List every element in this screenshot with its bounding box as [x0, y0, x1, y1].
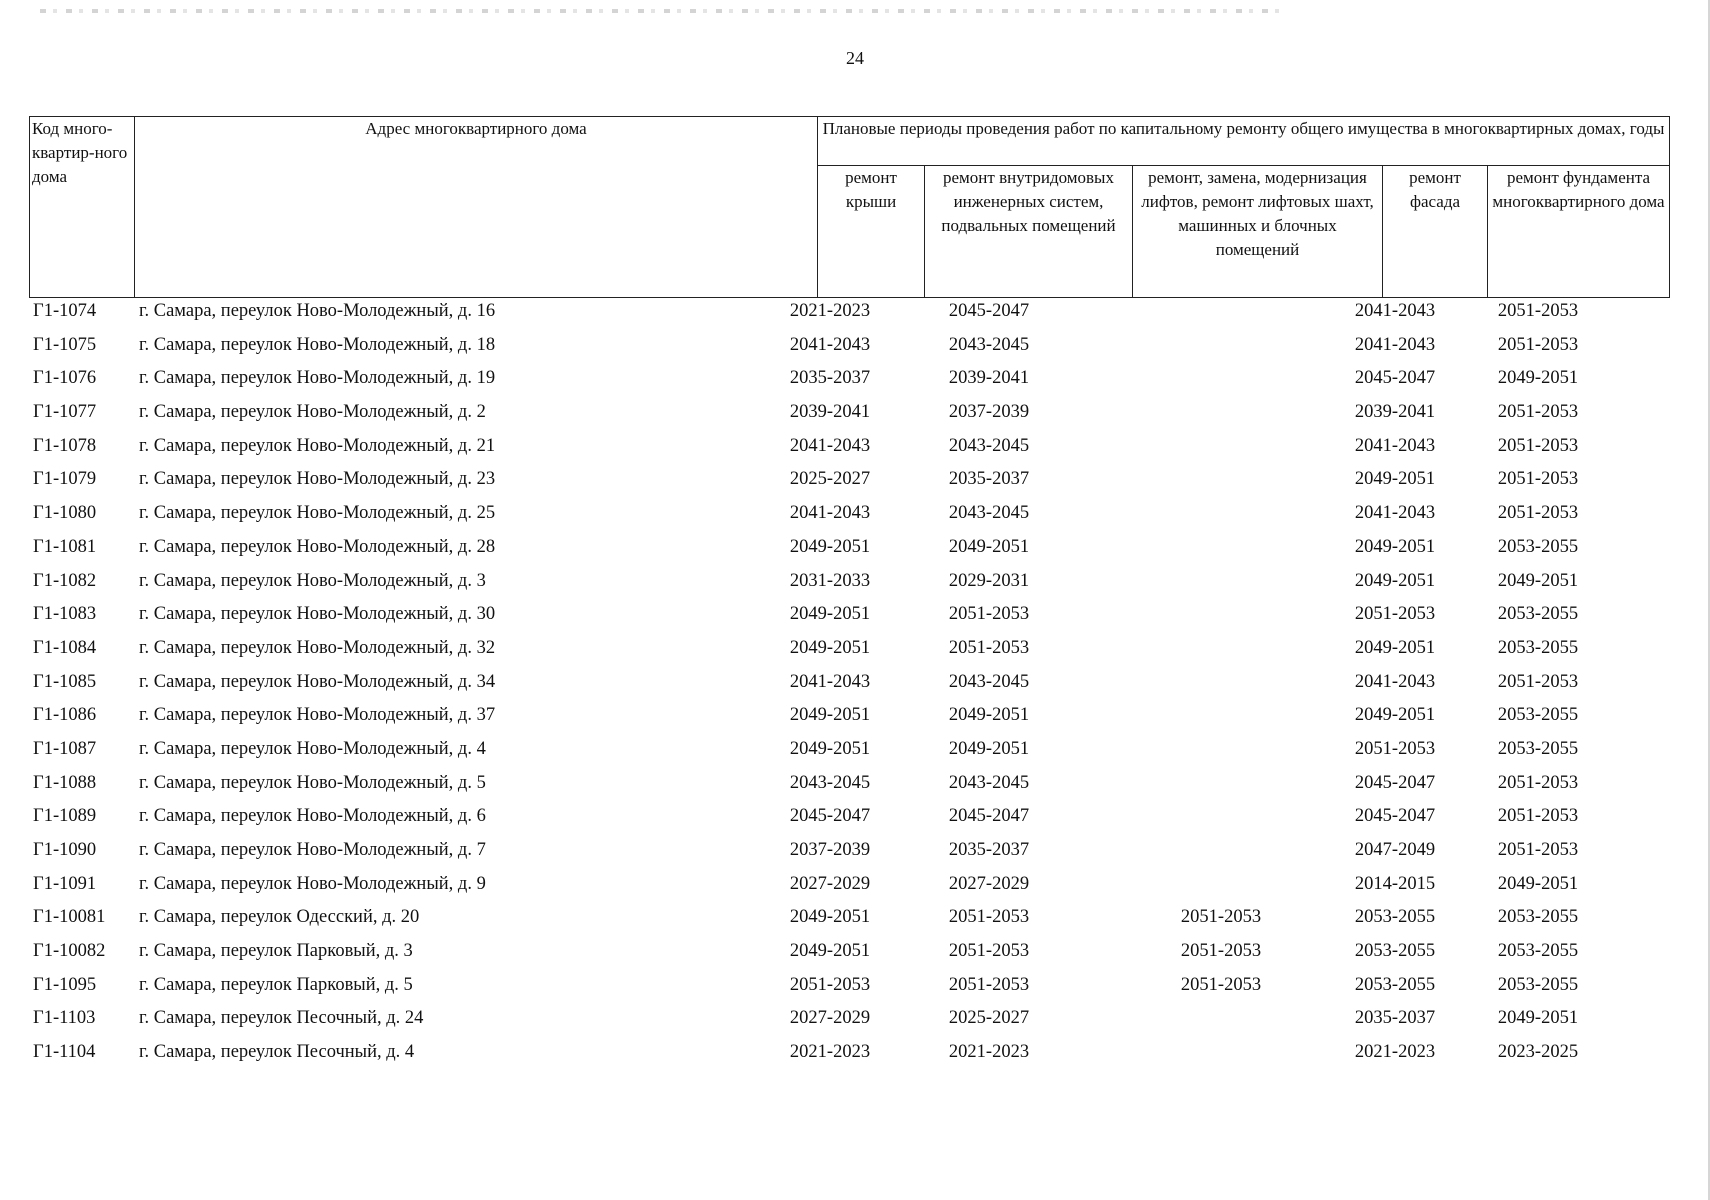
- cell-engineering: 2027-2029: [948, 873, 1030, 894]
- cell-address: г. Самара, переулок Ново-Молодежный, д. 2: [139, 402, 486, 423]
- cell-code: Г1-1090: [33, 840, 97, 860]
- cell-lifts: 2051-2053: [1180, 974, 1262, 995]
- cell-facade: 2053-2055: [1354, 907, 1436, 928]
- cell-code: Г1-1081: [33, 536, 97, 557]
- cell-facade: 2045-2047: [1354, 368, 1436, 389]
- cell-engineering: 2049-2051: [948, 536, 1030, 557]
- cell-code: Г1-1074: [33, 301, 97, 321]
- cell-roof: 2021-2023: [789, 301, 871, 321]
- cell-foundation: 2053-2055: [1497, 941, 1579, 962]
- cell-roof: 2049-2051: [789, 637, 871, 658]
- scan-artifact-top: [40, 9, 1280, 13]
- header-address: Адрес многоквартирного дома: [135, 117, 818, 298]
- table-row: [0, 972, 1710, 1006]
- cell-engineering: 2051-2053: [948, 941, 1030, 962]
- cell-facade: 2035-2037: [1354, 1008, 1436, 1029]
- cell-facade: 2021-2023: [1354, 1042, 1436, 1063]
- table-row: [0, 332, 1710, 366]
- cell-engineering: 2049-2051: [948, 738, 1030, 759]
- header-engineering: ремонт внутридомовых инженерных систем, подвальных помещений: [925, 166, 1133, 298]
- cell-facade: 2049-2051: [1354, 637, 1436, 658]
- cell-code: Г1-1095: [33, 974, 97, 995]
- header-code: Код много-квартир-ного дома: [30, 117, 135, 298]
- cell-roof: 2045-2047: [789, 806, 871, 827]
- cell-engineering: 2035-2037: [948, 469, 1030, 490]
- cell-code: Г1-1082: [33, 570, 97, 591]
- cell-foundation: 2053-2055: [1497, 637, 1579, 658]
- page-number: 24: [846, 48, 864, 68]
- cell-address: г. Самара, переулок Ново-Молодежный, д. 3: [139, 570, 486, 591]
- cell-address: г. Самара, переулок Ново-Молодежный, д. 4: [139, 738, 486, 759]
- cell-code: Г1-1087: [33, 738, 97, 759]
- cell-roof: 2027-2029: [789, 1008, 871, 1029]
- table-row: [0, 1039, 1710, 1073]
- cell-address: г. Самара, переулок Ново-Молодежный, д. 5: [139, 772, 486, 793]
- cell-engineering: 2045-2047: [948, 301, 1030, 321]
- cell-foundation: 2053-2055: [1497, 604, 1579, 625]
- cell-roof: 2049-2051: [789, 738, 871, 759]
- cell-facade: 2045-2047: [1354, 772, 1436, 793]
- cell-engineering: 2051-2053: [948, 637, 1030, 658]
- table-row: [0, 736, 1710, 770]
- cell-engineering: 2051-2053: [948, 604, 1030, 625]
- cell-engineering: 2029-2031: [948, 570, 1030, 591]
- cell-code: Г1-1086: [33, 705, 97, 726]
- table-row: [0, 837, 1710, 871]
- cell-code: Г1-1104: [33, 1042, 96, 1063]
- cell-foundation: 2051-2053: [1497, 402, 1579, 423]
- table-row: [0, 803, 1710, 837]
- cell-engineering: 2039-2041: [948, 368, 1030, 389]
- table-row: [0, 702, 1710, 736]
- cell-address: г. Самара, переулок Ново-Молодежный, д. 34: [139, 671, 496, 692]
- table-row: [0, 635, 1710, 669]
- cell-facade: 2041-2043: [1354, 671, 1436, 692]
- table-row: [0, 669, 1710, 703]
- table-row: [0, 1005, 1710, 1039]
- cell-roof: 2051-2053: [789, 974, 871, 995]
- cell-foundation: 2049-2051: [1497, 368, 1579, 389]
- cell-address: г. Самара, переулок Песочный, д. 24: [139, 1008, 424, 1029]
- header-periods-group: Плановые периоды проведения работ по капитальному ремонту общего имущества в многоквартирных домах, годы: [818, 117, 1670, 166]
- cell-foundation: 2049-2051: [1497, 1008, 1579, 1029]
- cell-facade: 2047-2049: [1354, 840, 1436, 860]
- cell-engineering: 2035-2037: [948, 840, 1030, 860]
- cell-facade: 2049-2051: [1354, 469, 1436, 490]
- cell-foundation: 2053-2055: [1497, 738, 1579, 759]
- cell-code: Г1-1080: [33, 503, 97, 524]
- cell-engineering: 2037-2039: [948, 402, 1030, 423]
- cell-roof: 2027-2029: [789, 873, 871, 894]
- table-row: [0, 298, 1710, 332]
- cell-address: г. Самара, переулок Ново-Молодежный, д. 25: [139, 503, 496, 524]
- table-body: [0, 298, 1710, 1073]
- cell-engineering: 2043-2045: [948, 334, 1030, 355]
- table-row: [0, 938, 1710, 972]
- table-row: [0, 399, 1710, 433]
- cell-foundation: 2051-2053: [1497, 469, 1579, 490]
- cell-facade: 2049-2051: [1354, 536, 1436, 557]
- cell-roof: 2025-2027: [789, 469, 871, 490]
- cell-roof: 2041-2043: [789, 503, 871, 524]
- cell-address: г. Самара, переулок Одесский, д. 20: [139, 907, 420, 928]
- cell-facade: 2053-2055: [1354, 974, 1436, 995]
- cell-roof: 2049-2051: [789, 604, 871, 625]
- cell-facade: 2014-2015: [1354, 873, 1436, 894]
- cell-engineering: 2043-2045: [948, 671, 1030, 692]
- table-row: [0, 904, 1710, 938]
- cell-facade: 2049-2051: [1354, 705, 1436, 726]
- header-lifts: ремонт, замена, модернизация лифтов, ремонт лифтовых шахт, машинных и блочных помещений: [1133, 166, 1383, 298]
- cell-address: г. Самара, переулок Ново-Молодежный, д. 18: [139, 334, 496, 355]
- cell-foundation: 2051-2053: [1497, 840, 1579, 860]
- cell-engineering: 2049-2051: [948, 705, 1030, 726]
- cell-address: г. Самара, переулок Ново-Молодежный, д. 19: [139, 368, 496, 389]
- cell-foundation: 2051-2053: [1497, 772, 1579, 793]
- cell-engineering: 2021-2023: [948, 1042, 1030, 1063]
- cell-address: г. Самара, переулок Парковый, д. 3: [139, 941, 413, 962]
- table-header: [29, 116, 1670, 298]
- cell-facade: 2041-2043: [1354, 334, 1436, 355]
- cell-foundation: 2053-2055: [1497, 974, 1579, 995]
- cell-facade: 2041-2043: [1354, 301, 1436, 321]
- cell-code: Г1-1076: [33, 368, 97, 389]
- cell-foundation: 2051-2053: [1497, 806, 1579, 827]
- cell-facade: 2039-2041: [1354, 402, 1436, 423]
- cell-roof: 2041-2043: [789, 435, 871, 456]
- cell-engineering: 2051-2053: [948, 974, 1030, 995]
- cell-code: Г1-1103: [33, 1008, 96, 1029]
- cell-address: г. Самара, переулок Ново-Молодежный, д. 32: [139, 637, 496, 658]
- cell-foundation: 2053-2055: [1497, 907, 1579, 928]
- cell-roof: 2043-2045: [789, 772, 871, 793]
- cell-roof: 2021-2023: [789, 1042, 871, 1063]
- cell-foundation: 2053-2055: [1497, 536, 1579, 557]
- cell-facade: 2053-2055: [1354, 941, 1436, 962]
- cell-engineering: 2043-2045: [948, 503, 1030, 524]
- cell-foundation: 2023-2025: [1497, 1042, 1579, 1063]
- cell-code: Г1-1084: [33, 637, 97, 658]
- table-row: [0, 433, 1710, 467]
- cell-foundation: 2051-2053: [1497, 503, 1579, 524]
- cell-address: г. Самара, переулок Ново-Молодежный, д. 9: [139, 873, 486, 894]
- table-row: [0, 466, 1710, 500]
- cell-code: Г1-1083: [33, 604, 97, 625]
- cell-roof: 2041-2043: [789, 671, 871, 692]
- cell-address: г. Самара, переулок Песочный, д. 4: [139, 1042, 415, 1063]
- cell-foundation: 2051-2053: [1497, 671, 1579, 692]
- cell-roof: 2041-2043: [789, 334, 871, 355]
- cell-roof: 2037-2039: [789, 840, 871, 860]
- table-row: [0, 601, 1710, 635]
- cell-facade: 2051-2053: [1354, 604, 1436, 625]
- cell-roof: 2035-2037: [789, 368, 871, 389]
- cell-code: Г1-1075: [33, 334, 97, 355]
- cell-lifts: 2051-2053: [1180, 941, 1262, 962]
- cell-address: г. Самара, переулок Ново-Молодежный, д. 30: [139, 604, 496, 625]
- cell-roof: 2049-2051: [789, 705, 871, 726]
- cell-facade: 2051-2053: [1354, 738, 1436, 759]
- cell-code: Г1-1078: [33, 435, 97, 456]
- cell-roof: 2039-2041: [789, 402, 871, 423]
- cell-foundation: 2051-2053: [1497, 435, 1579, 456]
- cell-facade: 2049-2051: [1354, 570, 1436, 591]
- cell-engineering: 2043-2045: [948, 435, 1030, 456]
- cell-address: г. Самара, переулок Ново-Молодежный, д. 16: [139, 301, 496, 321]
- cell-code: Г1-1085: [33, 671, 97, 692]
- cell-address: г. Самара, переулок Ново-Молодежный, д. 6: [139, 806, 486, 827]
- cell-code: Г1-1088: [33, 772, 97, 793]
- table-row: [0, 365, 1710, 399]
- table-row: [0, 770, 1710, 804]
- cell-foundation: 2051-2053: [1497, 301, 1579, 321]
- cell-facade: 2041-2043: [1354, 435, 1436, 456]
- header-foundation: ремонт фундамента многоквартирного дома: [1488, 166, 1670, 298]
- cell-engineering: 2051-2053: [948, 907, 1030, 928]
- cell-code: Г1-1077: [33, 402, 97, 423]
- cell-foundation: 2049-2051: [1497, 873, 1579, 894]
- cell-code: Г1-1091: [33, 873, 97, 894]
- cell-address: г. Самара, переулок Ново-Молодежный, д. 37: [139, 705, 496, 726]
- cell-code: Г1-1079: [33, 469, 97, 490]
- cell-address: г. Самара, переулок Ново-Молодежный, д. 7: [139, 840, 486, 860]
- cell-engineering: 2025-2027: [948, 1008, 1030, 1029]
- cell-code: Г1-1089: [33, 806, 97, 827]
- cell-code: Г1-10081: [33, 907, 106, 928]
- cell-code: Г1-10082: [33, 941, 106, 962]
- cell-lifts: 2051-2053: [1180, 907, 1262, 928]
- table-row: [0, 568, 1710, 602]
- header-facade: ремонт фасада: [1383, 166, 1488, 298]
- table-row: [0, 500, 1710, 534]
- cell-roof: 2049-2051: [789, 907, 871, 928]
- cell-engineering: 2043-2045: [948, 772, 1030, 793]
- cell-foundation: 2051-2053: [1497, 334, 1579, 355]
- cell-address: г. Самара, переулок Парковый, д. 5: [139, 974, 413, 995]
- cell-foundation: 2049-2051: [1497, 570, 1579, 591]
- header-roof: ремонт крыши: [818, 166, 925, 298]
- cell-roof: 2031-2033: [789, 570, 871, 591]
- cell-roof: 2049-2051: [789, 536, 871, 557]
- cell-address: г. Самара, переулок Ново-Молодежный, д. 23: [139, 469, 496, 490]
- cell-foundation: 2053-2055: [1497, 705, 1579, 726]
- cell-roof: 2049-2051: [789, 941, 871, 962]
- cell-facade: 2045-2047: [1354, 806, 1436, 827]
- cell-address: г. Самара, переулок Ново-Молодежный, д. 28: [139, 536, 496, 557]
- cell-facade: 2041-2043: [1354, 503, 1436, 524]
- cell-address: г. Самара, переулок Ново-Молодежный, д. 21: [139, 435, 496, 456]
- table-row: [0, 534, 1710, 568]
- table-row: [0, 871, 1710, 905]
- cell-engineering: 2045-2047: [948, 806, 1030, 827]
